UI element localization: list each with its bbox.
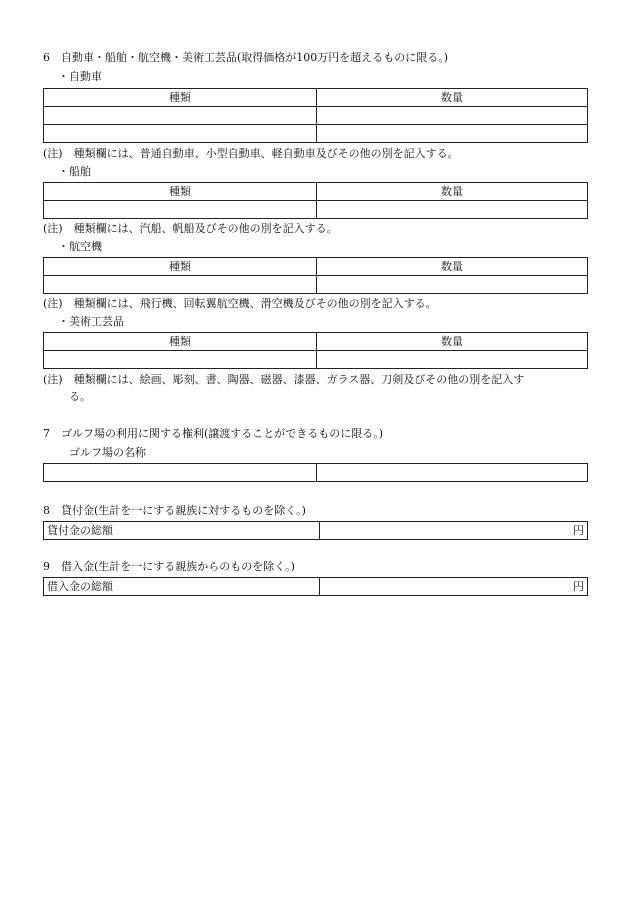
- art-note-line2: る。: [69, 390, 91, 403]
- ship-label: ・船舶: [58, 165, 91, 178]
- art-col-kind: 種類: [44, 333, 317, 351]
- section8-heading: 8 貸付金(生計を一にする親族に対するものを除く。): [43, 504, 306, 517]
- aircraft-col-kind: 種類: [44, 258, 317, 276]
- aircraft-qty-cell-1[interactable]: [317, 276, 588, 294]
- golf-extra-cell[interactable]: [317, 464, 588, 482]
- car-col-qty: 数量: [317, 89, 588, 107]
- table-row: [44, 464, 588, 482]
- table-row: [44, 522, 588, 540]
- golf-name-cell[interactable]: [44, 464, 317, 482]
- art-table: [43, 332, 588, 369]
- art-table-header: [44, 333, 588, 351]
- table-row: [44, 107, 588, 125]
- borrow-total-value[interactable]: 円: [320, 578, 588, 596]
- loan-total-label: 貸付金の総額: [44, 522, 320, 540]
- art-kind-cell-1[interactable]: [44, 351, 317, 369]
- ship-qty-cell-1[interactable]: [317, 201, 588, 219]
- golf-name-label: ゴルフ場の名称: [69, 446, 146, 459]
- borrow-total-label: 借入金の総額: [44, 578, 320, 596]
- ship-table: [43, 182, 588, 219]
- car-label: ・自動車: [58, 70, 102, 83]
- aircraft-table: [43, 257, 588, 294]
- aircraft-col-qty: 数量: [317, 258, 588, 276]
- car-kind-cell-2[interactable]: [44, 125, 317, 143]
- borrow-table: [43, 577, 588, 596]
- ship-col-kind: 種類: [44, 183, 317, 201]
- car-qty-cell-2[interactable]: [317, 125, 588, 143]
- car-table-header: [44, 89, 588, 107]
- car-note: (注) 種類欄には、普通自動車、小型自動車、軽自動車及びその他の別を記入する。: [43, 147, 459, 160]
- car-kind-cell-1[interactable]: [44, 107, 317, 125]
- ship-table-header: [44, 183, 588, 201]
- ship-col-qty: 数量: [317, 183, 588, 201]
- table-row: [44, 125, 588, 143]
- ship-kind-cell-1[interactable]: [44, 201, 317, 219]
- table-row: [44, 578, 588, 596]
- car-table: [43, 88, 588, 143]
- art-col-qty: 数量: [317, 333, 588, 351]
- aircraft-kind-cell-1[interactable]: [44, 276, 317, 294]
- table-row: [44, 351, 588, 369]
- loan-total-value[interactable]: 円: [320, 522, 588, 540]
- aircraft-label: ・航空機: [58, 240, 102, 253]
- section9-heading: 9 借入金(生計を一にする親族からのものを除く。): [43, 560, 295, 573]
- art-qty-cell-1[interactable]: [317, 351, 588, 369]
- car-col-kind: 種類: [44, 89, 317, 107]
- ship-note: (注) 種類欄には、汽船、帆船及びその他の別を記入する。: [43, 222, 338, 235]
- section6-heading: 6 自動車・船舶・航空機・美術工芸品(取得価格が100万円を超えるものに限る。): [43, 51, 449, 64]
- aircraft-note: (注) 種類欄には、飛行機、回転翼航空機、滑空機及びその他の別を記入する。: [43, 297, 437, 310]
- loan-table: [43, 521, 588, 540]
- table-row: [44, 201, 588, 219]
- art-note-line1: (注) 種類欄には、絵画、彫刻、書、陶器、磁器、漆器、ガラス器、刀剣及びその他の別を記入す: [43, 373, 525, 386]
- aircraft-table-header: [44, 258, 588, 276]
- section7-heading: 7 ゴルフ場の利用に関する権利(譲渡することができるものに限る。): [43, 427, 384, 440]
- art-label: ・美術工芸品: [58, 315, 124, 328]
- table-row: [44, 276, 588, 294]
- golf-table: [43, 463, 588, 482]
- car-qty-cell-1[interactable]: [317, 107, 588, 125]
